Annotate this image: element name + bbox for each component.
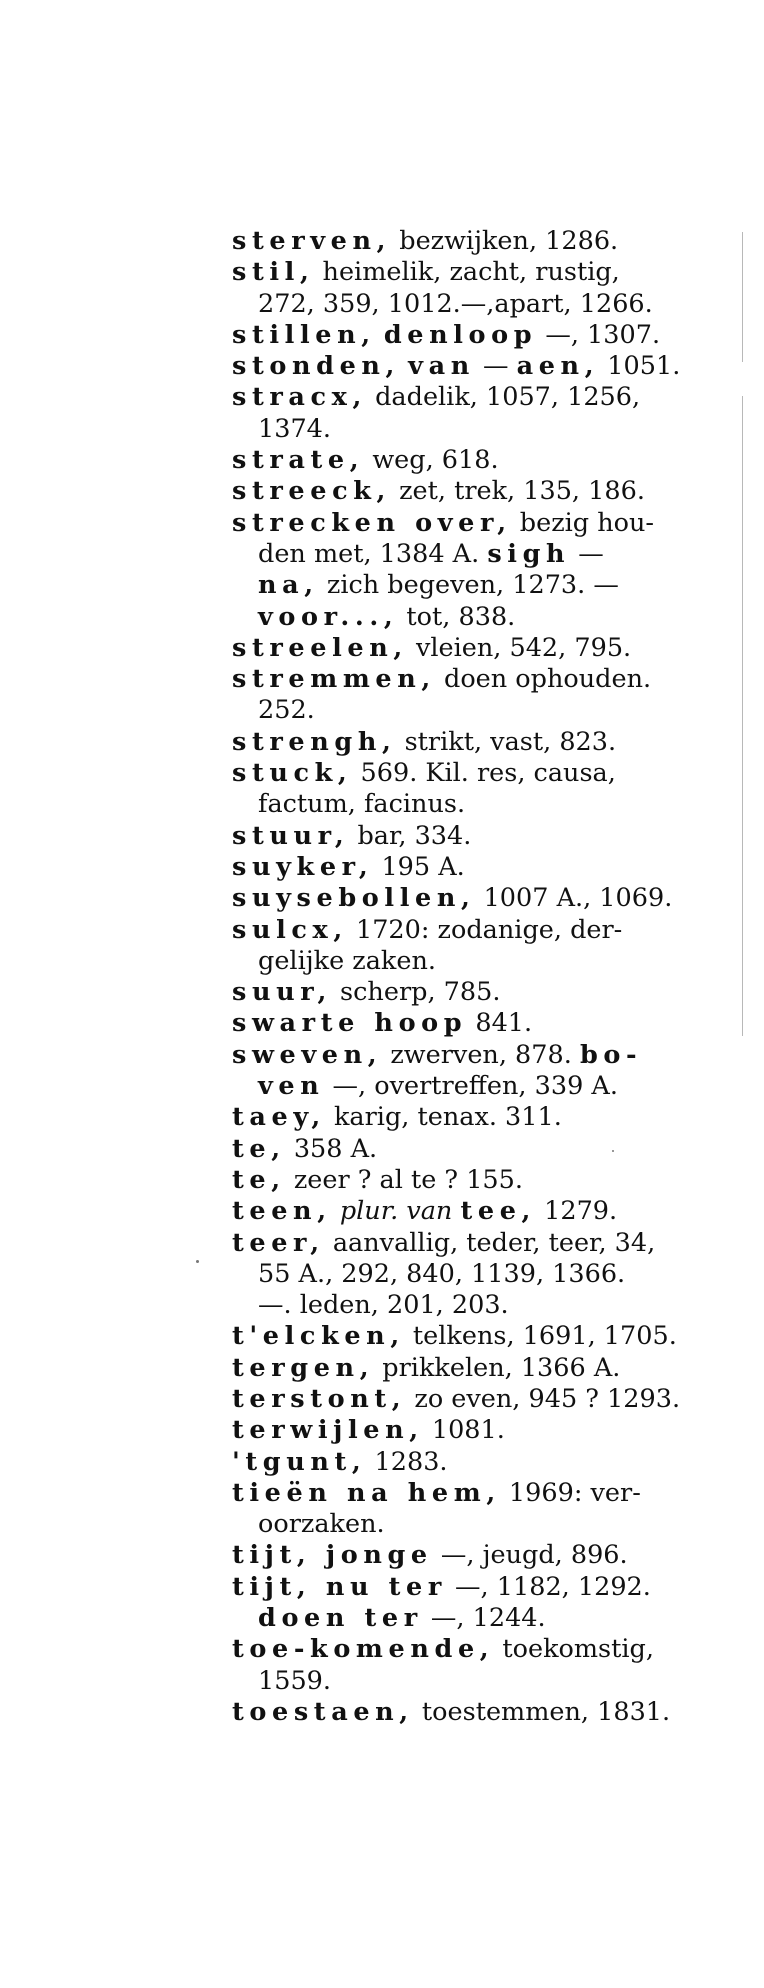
glossary-entry: [232, 821, 712, 852]
definition-text: 1559.: [258, 1665, 332, 1696]
entry-line: [232, 351, 712, 382]
definition-text: heimelik, zacht, rustig,: [314, 257, 620, 288]
glossary-entry: [232, 1634, 712, 1697]
entry-line: [232, 320, 712, 351]
definition-text: weg, 618.: [364, 445, 499, 476]
definition-text: toestemmen, 1831.: [413, 1696, 671, 1727]
headword-text: bo-: [579, 1039, 643, 1070]
headword-text: streeck,: [232, 476, 391, 507]
headword-text: swarte hoop: [232, 1008, 468, 1039]
definition-text: bezig hou-: [511, 507, 655, 538]
definition-text: zet, trek, 135, 186.: [390, 476, 645, 507]
headword-text: voor...,: [258, 601, 399, 632]
margin-rule: [742, 232, 743, 362]
entry-line: [232, 508, 712, 539]
glossary-entry: [232, 1196, 712, 1227]
glossary-entry: [232, 1384, 712, 1415]
entry-line: [232, 1102, 712, 1133]
definition-text: —. leden, 201, 203.: [258, 1290, 509, 1321]
entry-line: [232, 1353, 712, 1384]
headword-text: ven: [258, 1071, 325, 1102]
definition-text: —: [570, 538, 604, 569]
headword-text: sweven,: [232, 1039, 383, 1070]
entry-continuation-line: [232, 695, 712, 726]
entry-line: [232, 226, 712, 257]
entry-line: [232, 977, 712, 1008]
headword-text: aen,: [516, 351, 600, 382]
definition-text: [332, 1196, 340, 1226]
headword-text: 'tgunt,: [232, 1446, 367, 1477]
entry-line: [232, 1134, 712, 1165]
glossary-entry: [232, 1540, 712, 1571]
headword-text: denloop: [383, 319, 538, 350]
glossary-entry: [232, 476, 712, 507]
glossary-entry: [232, 977, 712, 1008]
entry-continuation-line: [232, 1509, 712, 1540]
definition-text: 1283.: [366, 1446, 448, 1477]
entry-line: [232, 1384, 712, 1415]
entry-continuation-line: [232, 1071, 712, 1102]
glossary-entry: [232, 508, 712, 633]
glossary-entry: [232, 1008, 712, 1039]
definition-text: scherp, 785.: [331, 977, 501, 1008]
headword-text: tergen,: [232, 1352, 375, 1383]
definition-text: 841.: [467, 1008, 533, 1039]
glossary-entry: [232, 1697, 712, 1728]
definition-text: oorzaken.: [258, 1509, 385, 1540]
entry-continuation-line: [232, 1290, 712, 1321]
headword-text: sterven,: [232, 226, 392, 256]
definition-text: 1007 A., 1069.: [475, 883, 673, 914]
headword-text: strengh,: [232, 726, 397, 757]
glossary-entry: [232, 1572, 712, 1635]
glossary-entry: [232, 727, 712, 758]
definition-text: 1720: zodanige, der-: [347, 914, 623, 945]
headword-text: taey,: [232, 1102, 326, 1133]
definition-text: karig, tenax. 311.: [325, 1102, 562, 1133]
headword-text: van: [408, 351, 475, 382]
glossary-entry: [232, 351, 712, 382]
definition-text: tot, 838.: [398, 601, 516, 632]
entry-line: [232, 727, 712, 758]
headword-text: sulcx,: [232, 914, 348, 945]
entry-continuation-line: [232, 289, 712, 320]
entry-line: [232, 852, 712, 883]
definition-text: prikkelen, 1366 A.: [374, 1352, 621, 1383]
headword-text: terwijlen,: [232, 1415, 424, 1446]
entry-line: [232, 476, 712, 507]
definition-text: —, 1244.: [422, 1603, 546, 1634]
headword-text: toe-komende,: [232, 1634, 495, 1665]
glossary-entry: [232, 1102, 712, 1133]
definition-text: factum, facinus.: [258, 789, 466, 820]
definition-text: —, 1182, 1292.: [446, 1571, 651, 1602]
glossary-entry: [232, 915, 712, 978]
glossary-entry: [232, 883, 712, 914]
entry-line: [232, 445, 712, 476]
headword-text: teen,: [232, 1196, 332, 1227]
definition-text: 195 A.: [373, 851, 465, 882]
definition-text: 272, 359, 1012.—,apart, 1266.: [258, 288, 653, 319]
headword-text: streelen,: [232, 632, 408, 663]
headword-text: tieën na hem,: [232, 1477, 501, 1508]
scan-speck: [196, 1260, 199, 1263]
glossary-entry: [232, 758, 712, 821]
headword-text: doen ter: [258, 1603, 423, 1634]
headword-text: t'elcken,: [232, 1321, 405, 1352]
definition-text: —, overtreffen, 339 A.: [324, 1071, 618, 1102]
headword-text: suysebollen,: [232, 883, 476, 914]
entry-line: [232, 821, 712, 852]
glossary-entry: [232, 852, 712, 883]
entry-continuation-line: [232, 789, 712, 820]
definition-text: telkens, 1691, 1705.: [404, 1321, 677, 1352]
entry-line: [232, 257, 712, 288]
definition-text: strikt, vast, 823.: [396, 726, 617, 757]
entry-line: [232, 1415, 712, 1446]
definition-text: 1051.: [599, 351, 681, 382]
glossary-entry: [232, 1134, 712, 1165]
headword-text: teer,: [232, 1227, 325, 1258]
glossary-column: [232, 226, 712, 1728]
definition-text: 1969: ver-: [500, 1477, 641, 1508]
definition-text: 358 A.: [285, 1133, 378, 1164]
glossary-entry: [232, 1415, 712, 1446]
entry-line: [232, 1478, 712, 1509]
headword-text: stuck,: [232, 758, 353, 789]
entry-continuation-line: [232, 946, 712, 977]
definition-text: aanvallig, teder, teer, 34,: [324, 1227, 656, 1258]
entry-line: [232, 1228, 712, 1259]
headword-text: suur,: [232, 977, 332, 1008]
definition-text: gelijke zaken.: [258, 945, 436, 976]
margin-rule: [742, 396, 743, 1036]
definition-text: dadelik, 1057, 1256,: [366, 382, 641, 413]
entry-line: [232, 1540, 712, 1571]
headword-text: te,: [232, 1164, 286, 1195]
definition-text: zwerven, 878.: [382, 1039, 580, 1070]
entry-line: [232, 382, 712, 413]
entry-line: [232, 1008, 712, 1039]
entry-continuation-line: [232, 570, 712, 601]
headword-text: tee,: [460, 1196, 537, 1227]
headword-text: strecken over,: [232, 507, 512, 538]
headword-text: suyker,: [232, 851, 374, 882]
entry-line: [232, 1634, 712, 1665]
headword-text: stonden,: [232, 351, 401, 382]
entry-line: [232, 1040, 712, 1071]
headword-text: tijt, jonge: [232, 1540, 433, 1571]
glossary-entry: [232, 382, 712, 445]
glossary-entry: [232, 633, 712, 664]
headword-text: stillen,: [232, 319, 376, 350]
definition-text: den met, 1384 A.: [258, 538, 488, 569]
headword-text: tijt, nu ter: [232, 1571, 447, 1602]
definition-text: 1279.: [536, 1196, 618, 1227]
entry-line: [232, 883, 712, 914]
glossary-entry: [232, 1228, 712, 1322]
entry-line: [232, 1572, 712, 1603]
headword-text: stracx,: [232, 382, 367, 413]
glossary-entry: [232, 1353, 712, 1384]
entry-continuation-line: [232, 414, 712, 445]
entry-line: [232, 1196, 712, 1227]
headword-text: sigh: [487, 538, 571, 569]
headword-text: toestaen,: [232, 1696, 414, 1727]
headword-text: stil,: [232, 257, 315, 288]
entry-line: [232, 1165, 712, 1196]
entry-line: [232, 1321, 712, 1352]
entry-continuation-line: [232, 1666, 712, 1697]
headword-text: te,: [232, 1133, 286, 1164]
definition-text: —, 1307.: [537, 319, 661, 350]
definition-text: —: [474, 351, 517, 382]
headword-text: stuur,: [232, 820, 350, 851]
definition-text: zo even, 945 ? 1293.: [406, 1383, 681, 1414]
headword-text: stremmen,: [232, 664, 436, 695]
entry-continuation-line: [232, 602, 712, 633]
glossary-entry: [232, 1447, 712, 1478]
headword-text: strate,: [232, 445, 365, 476]
entry-line: [232, 758, 712, 789]
definition-text: 252.: [258, 695, 315, 726]
entry-line: [232, 633, 712, 664]
glossary-entry: [232, 1040, 712, 1103]
definition-text: bar, 334.: [349, 820, 472, 851]
glossary-entry: [232, 1165, 712, 1196]
definition-text: zeer ? al te ? 155.: [285, 1164, 523, 1195]
headword-text: terstont,: [232, 1383, 407, 1414]
glossary-entry: [232, 1321, 712, 1352]
definition-text: 569. Kil. res, causa,: [352, 758, 616, 789]
definition-text: toekomstig,: [494, 1634, 654, 1665]
entry-continuation-line: [232, 539, 712, 570]
definition-text: zich begeven, 1273. —: [318, 570, 619, 601]
entry-line: [232, 915, 712, 946]
definition-text: 1081.: [423, 1415, 505, 1446]
glossary-entry: [232, 1478, 712, 1541]
definition-text: [376, 320, 384, 350]
definition-text: 1374.: [258, 413, 332, 444]
entry-continuation-line: [232, 1603, 712, 1634]
glossary-entry: [232, 445, 712, 476]
glossary-entry: [232, 664, 712, 727]
entry-continuation-line: [232, 1259, 712, 1290]
italic-text: plur. van: [339, 1196, 453, 1227]
glossary-entry: [232, 226, 712, 257]
definition-text: doen ophouden.: [435, 664, 652, 695]
definition-text: bezwijken, 1286.: [391, 226, 619, 256]
definition-text: [400, 351, 408, 381]
definition-text: vleien, 542, 795.: [407, 632, 632, 663]
glossary-entry: [232, 257, 712, 320]
scan-speck: [612, 1150, 614, 1152]
definition-text: 55 A., 292, 840, 1139, 1366.: [258, 1258, 626, 1289]
entry-line: [232, 664, 712, 695]
definition-text: —, jeugd, 896.: [432, 1540, 628, 1571]
entry-line: [232, 1447, 712, 1478]
glossary-entry: [232, 320, 712, 351]
entry-line: [232, 1697, 712, 1728]
headword-text: na,: [258, 570, 319, 601]
